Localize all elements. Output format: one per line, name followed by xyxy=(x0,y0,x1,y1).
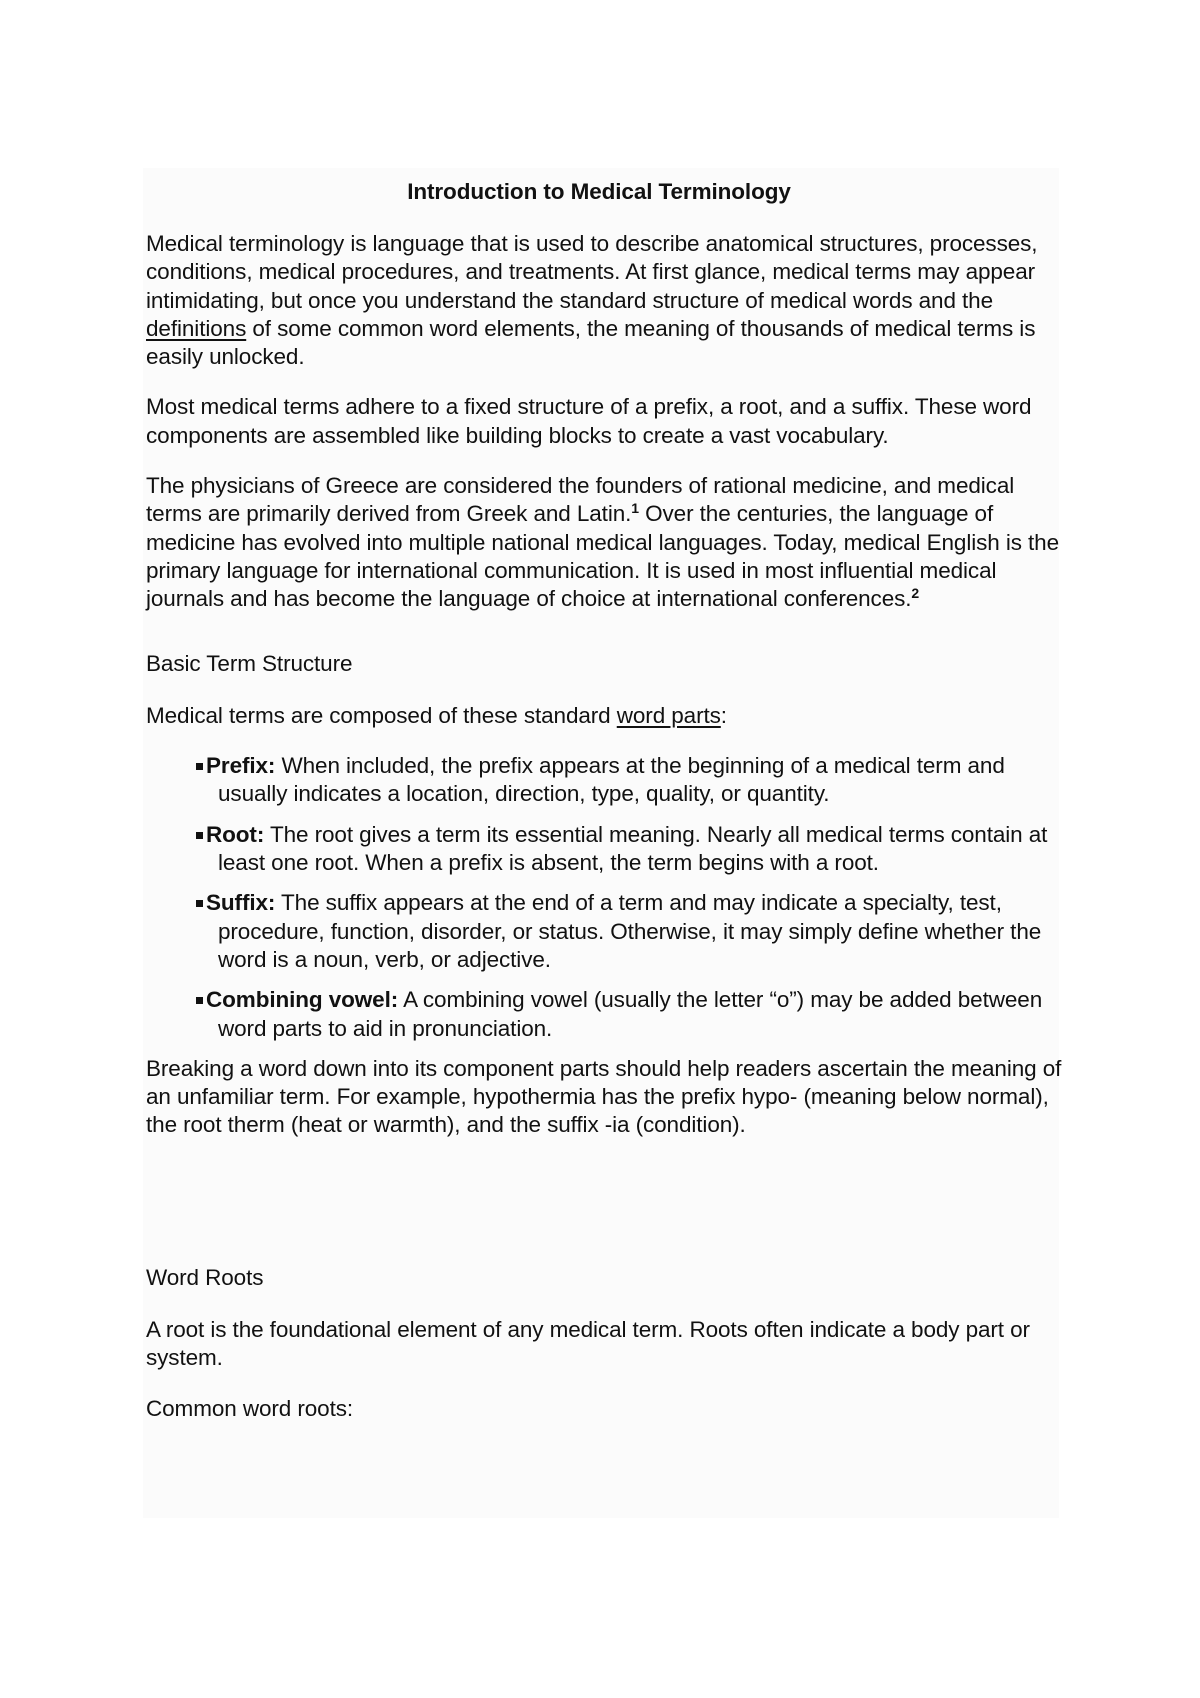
square-bullet-icon xyxy=(196,832,203,839)
intro-paragraph xyxy=(146,230,1066,371)
history-paragraph xyxy=(146,472,1066,613)
list-item-prefix xyxy=(146,752,1066,809)
intro-text-end: of some common word elements, the meaning of thousands of medical terms is easily unlocked. xyxy=(146,315,1036,370)
breaking-paragraph: Breaking a word down into its component parts should help readers ascertain the meaning of an unfamiliar term. For example, hypothermia has the prefix hypo- (meaning below normal), the root therm (heat or warmth), and the suffix -ia (condition). xyxy=(146,1055,1062,1138)
composed-text-end: : xyxy=(720,702,727,728)
combining-vowel-description: A combining vowel (usually the letter “o”) may be added between word parts to aid in pronunciation. xyxy=(218,987,1043,1041)
word-parts-list xyxy=(146,752,1066,1043)
roots-paragraph: A root is the foundational element of any medical term. Roots often indicate a body part or system. xyxy=(146,1317,1030,1371)
footnote-ref-2[interactable]: 2 xyxy=(911,585,920,602)
suffix-description: The suffix appears at the end of a term and may indicate a specialty, test, procedure, function, disorder, or status. Otherwise, it may simply define whether the word is a noun, verb, or adjective. xyxy=(218,890,1042,972)
prefix-description: When included, the prefix appears at the beginning of a medical term and usually indicates a location, direction, type, quality, or quantity. xyxy=(218,753,1005,807)
prefix-term: Prefix: xyxy=(206,753,276,779)
document-page xyxy=(146,178,1066,1423)
footnote-ref-1[interactable]: 1 xyxy=(631,500,639,517)
square-bullet-icon xyxy=(196,997,203,1004)
root-description: The root gives a term its essential meaning. Nearly all medical terms contain at least one root. When a prefix is absent, the term begins with a root. xyxy=(218,821,1048,876)
list-item-combining-vowel xyxy=(146,986,1066,1043)
definitions-link[interactable]: definitions xyxy=(146,315,247,341)
history-text-end: Over the centuries, the language of medicine has evolved into multiple national medical languages. Today, medical English is the primary language for international communication. It is used in most influential medical journals and has become the language of choice at international conferences. xyxy=(146,501,1060,612)
square-bullet-icon xyxy=(196,900,203,907)
intro-text-start: Medical terminology is language that is used to describe anatomical structures, processes, conditions, medical procedures, and treatments. At first glance, medical terms may appear intimidating, but once you understand the standard structure of medical words and the xyxy=(146,231,1038,313)
list-item-suffix xyxy=(146,889,1066,974)
word-parts-link[interactable]: word parts xyxy=(616,702,721,728)
list-item-root xyxy=(146,821,1066,878)
composed-paragraph xyxy=(146,702,1066,730)
common-roots-label: Common word roots: xyxy=(146,1395,354,1421)
history-text-start: The physicians of Greece are considered the founders of rational medicine, and medical terms are primarily derived from Greek and Latin. xyxy=(146,473,1015,527)
word-roots-heading: Word Roots xyxy=(146,1264,264,1290)
square-bullet-icon xyxy=(196,763,203,770)
root-term: Root: xyxy=(206,821,265,847)
basic-structure-heading: Basic Term Structure xyxy=(146,650,353,676)
combining-vowel-term: Combining vowel: xyxy=(206,987,399,1013)
suffix-term: Suffix: xyxy=(206,890,276,916)
structure-paragraph: Most medical terms adhere to a fixed structure of a prefix, a root, and a suffix. These word components are assembled like building blocks to create a vast vocabulary. xyxy=(146,394,1032,448)
document-title: Introduction to Medical Terminology xyxy=(407,179,791,204)
composed-text-start: Medical terms are composed of these standard xyxy=(146,702,617,728)
